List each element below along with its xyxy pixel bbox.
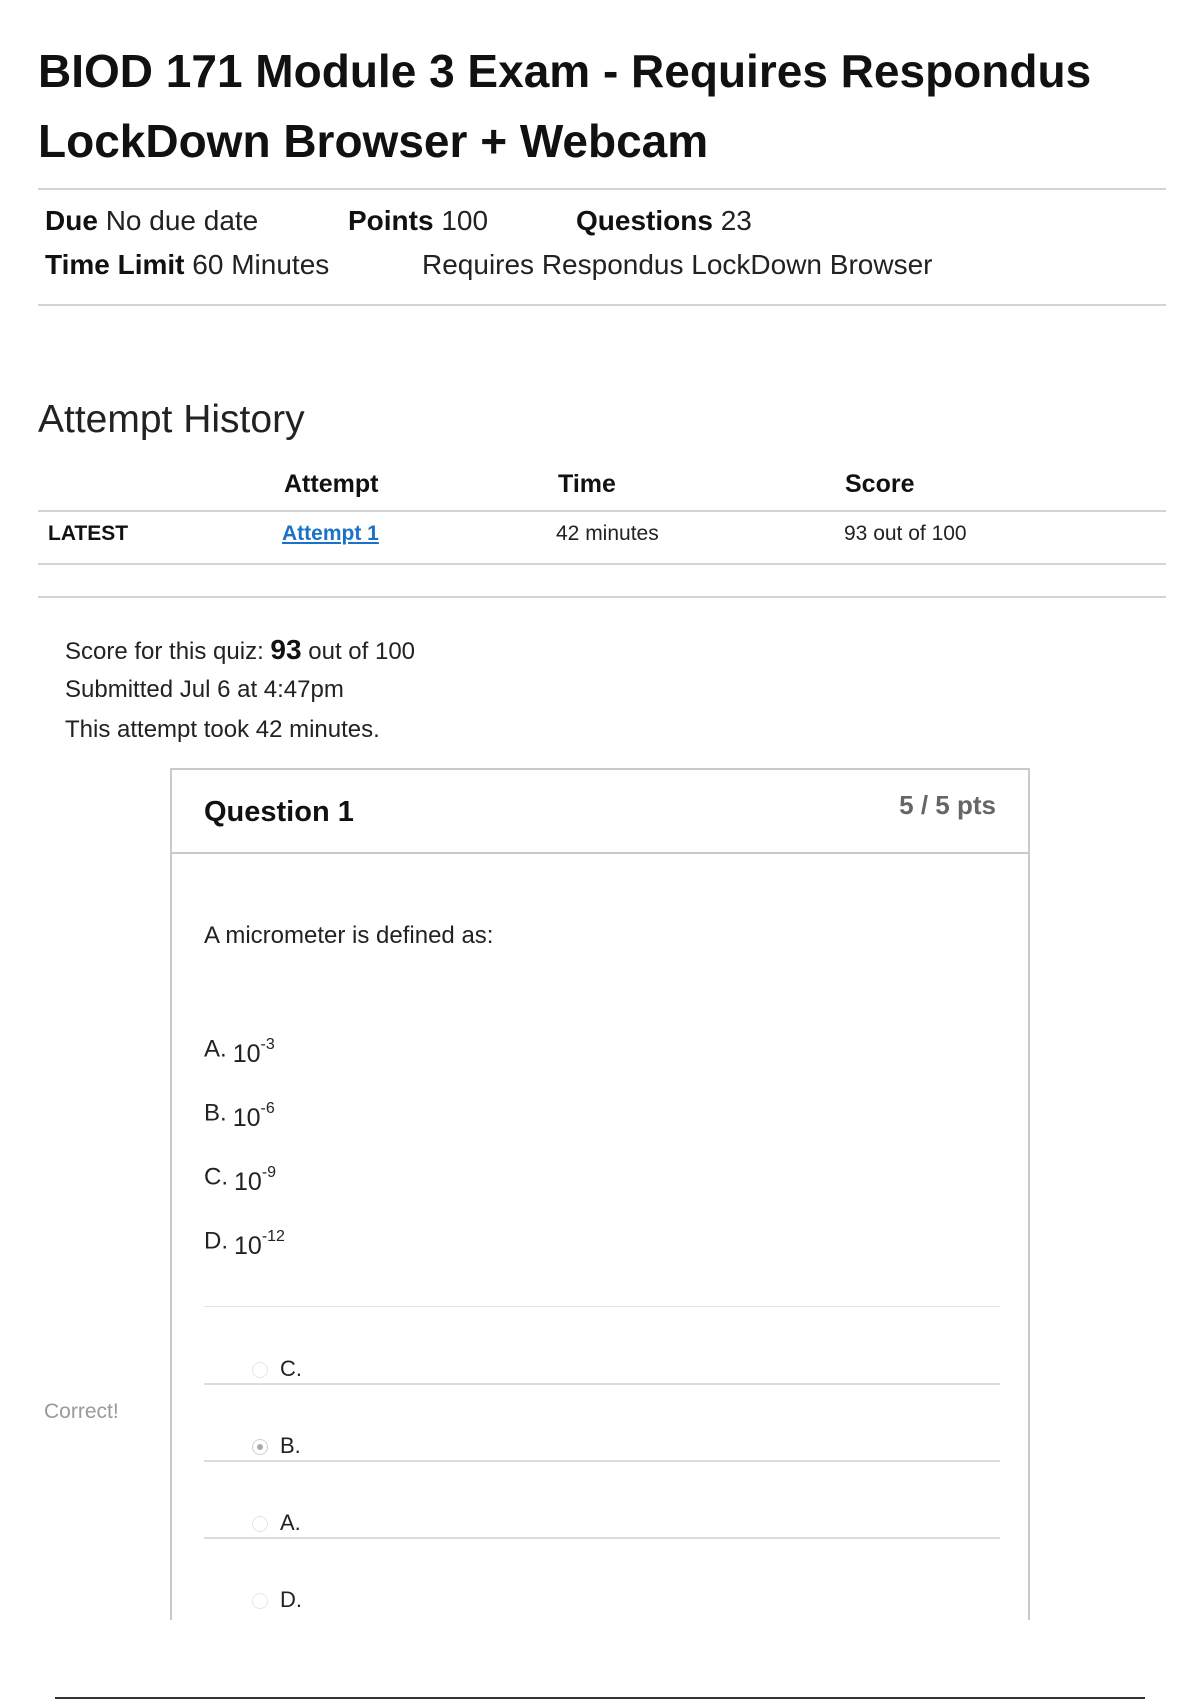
due-value: No due date [105, 205, 259, 236]
attempt-history-title: Attempt History [38, 398, 305, 441]
option-letter: A. [204, 1035, 227, 1063]
option-base: 10 [232, 1104, 261, 1133]
attempt-duration: This attempt took 42 minutes. [65, 716, 380, 743]
option-d [204, 1226, 285, 1261]
answers-divider [204, 1306, 1000, 1307]
page-title: BIOD 171 Module 3 Exam - Requires Respondus LockDown Browser + Webcam [38, 45, 1092, 167]
divider [38, 304, 1166, 306]
answer-divider [204, 1460, 1000, 1462]
header-attempt: Attempt [284, 470, 379, 498]
option-letter: C. [204, 1163, 228, 1191]
table-row-divider [38, 563, 1166, 565]
points-info [348, 204, 488, 238]
questions-info [576, 204, 752, 238]
option-letter: B. [204, 1099, 227, 1127]
attempt-1-link[interactable]: Attempt 1 [282, 522, 379, 545]
answer-choice-b[interactable] [252, 1433, 301, 1459]
question-text: A micrometer is defined as: [204, 922, 494, 949]
attempt-cell [282, 522, 379, 546]
points-value: 100 [441, 205, 489, 236]
questions-label: Questions [576, 205, 713, 236]
question-points: 5 / 5 pts [899, 790, 996, 820]
header-time: Time [558, 470, 616, 498]
header-score: Score [845, 470, 915, 498]
answer-choice-a[interactable] [252, 1510, 301, 1536]
answer-divider [204, 1537, 1000, 1539]
answer-label: A. [280, 1510, 301, 1535]
answer-divider [204, 1383, 1000, 1385]
latest-tag: LATEST [48, 522, 129, 545]
time-cell: 42 minutes [556, 522, 659, 545]
option-base: 10 [234, 1232, 262, 1261]
due-label: Due [45, 205, 98, 236]
option-exponent: -9 [261, 1164, 277, 1181]
option-c [204, 1162, 277, 1197]
lockdown-requirement: Requires Respondus LockDown Browser [422, 249, 933, 280]
answer-choice-c[interactable] [252, 1356, 302, 1382]
option-a [204, 1034, 275, 1069]
option-b [204, 1098, 275, 1133]
answer-label: C. [280, 1356, 302, 1381]
question-card [170, 768, 1030, 1620]
score-suffix: out of 100 [308, 638, 416, 665]
page-bottom-rule [55, 1697, 1145, 1699]
option-base: 10 [232, 1040, 261, 1069]
points-label: Points [348, 205, 434, 236]
correct-feedback-label: Correct! [44, 1400, 119, 1423]
divider [38, 188, 1166, 190]
question-title: Question 1 [204, 796, 354, 828]
answer-label: D. [280, 1587, 302, 1612]
answer-label: B. [280, 1433, 301, 1458]
due-info [45, 204, 258, 238]
questions-value: 23 [720, 205, 752, 236]
answer-choice-d[interactable] [252, 1587, 302, 1613]
question-header [172, 770, 1028, 854]
option-exponent: -12 [261, 1228, 285, 1245]
time-limit-value: 60 Minutes [192, 249, 330, 280]
table-header-divider [38, 510, 1166, 512]
score-prefix: Score for this quiz: [65, 638, 264, 665]
time-limit-label: Time Limit [45, 249, 185, 280]
option-exponent: -6 [260, 1100, 275, 1117]
radio-button[interactable] [252, 1362, 268, 1378]
radio-button[interactable] [252, 1516, 268, 1532]
option-exponent: -3 [260, 1036, 275, 1053]
divider [38, 596, 1166, 598]
score-cell: 93 out of 100 [844, 522, 967, 545]
radio-button-selected[interactable] [252, 1439, 268, 1455]
quiz-score [65, 634, 415, 666]
score-value: 93 [270, 634, 302, 665]
submitted-time: Submitted Jul 6 at 4:47pm [65, 676, 344, 703]
option-base: 10 [234, 1168, 262, 1197]
radio-button[interactable] [252, 1593, 268, 1609]
option-letter: D. [204, 1227, 228, 1255]
time-limit-info [45, 248, 329, 282]
